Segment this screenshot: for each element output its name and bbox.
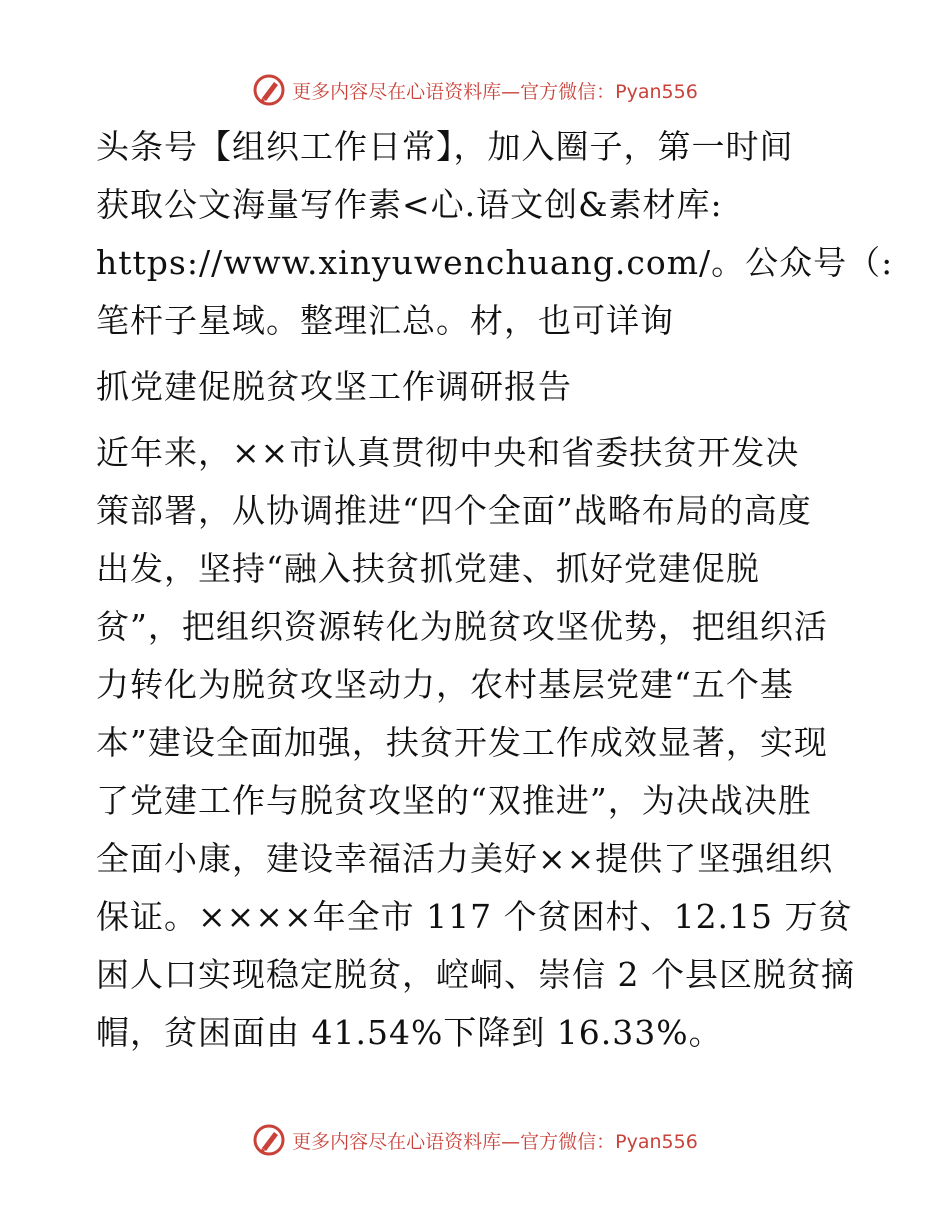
body-line: 近年来，××市认真贯彻中央和省委扶贫开发决: [96, 433, 800, 472]
intro-line: 获取公文海量写作素<心.语文创&素材库:: [96, 185, 723, 224]
intro-line: 笔杆子星域。整理汇总。材，也可详询: [96, 301, 674, 340]
body-line: 困人口实现稳定脱贫，崆峒、崇信 2 个县区脱贫摘: [96, 955, 855, 994]
body-line: 保证。××××年全市 117 个贫困村、12.15 万贫: [96, 897, 853, 936]
document-body: [96, 118, 894, 1062]
body-line: 贫”，把组织资源转化为脱贫攻坚优势，把组织活: [96, 607, 828, 646]
body-line: 出发，坚持“融入扶贫抓党建、抓好党建促脱: [96, 549, 760, 588]
body-line: 帽，贫困面由 41.54%下降到 16.33%。: [96, 1013, 723, 1052]
body-paragraph: [96, 424, 876, 1062]
body-line: 本”建设全面加强，扶贫开发工作成效显著，实现: [96, 723, 828, 762]
footer-watermark-text: 更多内容尽在心语资料库—官方微信：Pyan556: [292, 1130, 698, 1153]
document-title: 抓党建促脱贫攻坚工作调研报告: [96, 367, 572, 406]
body-line: 策部署，从协调推进“四个全面”战略布局的高度: [96, 491, 812, 530]
header-watermark-banner: [0, 70, 950, 110]
intro-line: https://www.xinyuwenchuang.com/。公众号（:: [96, 243, 894, 282]
intro-paragraph: [96, 118, 894, 350]
body-line: 全面小康，建设幸福活力美好××提供了坚强组织: [96, 839, 834, 878]
body-line: 力转化为脱贫攻坚动力，农村基层党建“五个基: [96, 665, 794, 704]
pen-logo-icon: [252, 1123, 286, 1157]
pen-logo-icon: [252, 73, 286, 107]
body-line: 了党建工作与脱贫攻坚的“双推进”，为决战决胜: [96, 781, 812, 820]
intro-line: 头条号【组织工作日常】，加入圈子，第一时间: [96, 127, 794, 166]
header-watermark-text: 更多内容尽在心语资料库—官方微信：Pyan556: [292, 80, 698, 103]
footer-watermark-banner: [0, 1120, 950, 1160]
